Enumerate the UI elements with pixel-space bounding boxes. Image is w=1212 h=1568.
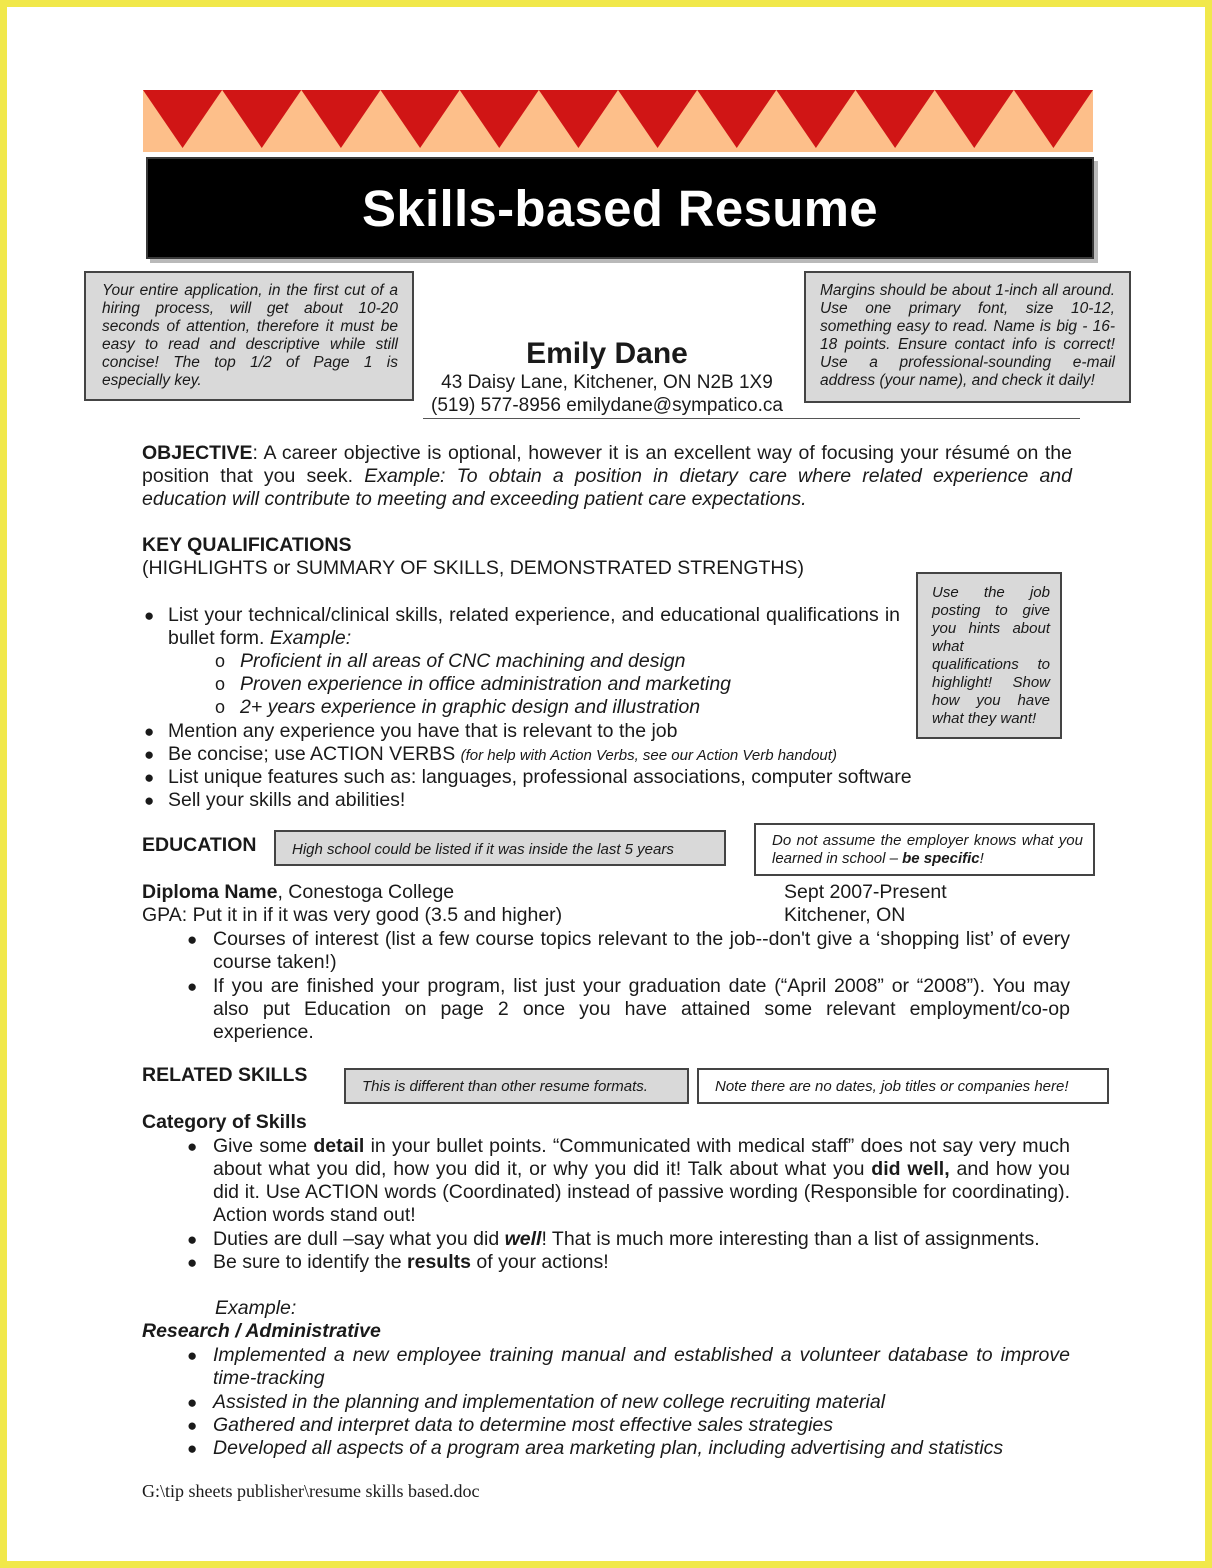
bullet-icon: ● bbox=[187, 1416, 198, 1435]
bullet-icon: ● bbox=[187, 930, 198, 949]
skills-bullet-1: Give some detail in your bullet points. “Communicated with medical staff” does not say very much about what you did, how you did it, or why you did it! Talk about what you did well, and how you did it. Use ACTION words (Coordinated) instead of passive wording (Responsible for coordinating). Action words stand out! bbox=[213, 1135, 1070, 1226]
key-qualifications-heading: KEY QUALIFICATIONS bbox=[142, 534, 352, 556]
address: 43 Daisy Lane, Kitchener, ON N2B 1X9 bbox=[441, 372, 773, 393]
diploma-line: Diploma Name, Conestoga College bbox=[142, 881, 455, 903]
bullet-icon: ● bbox=[144, 606, 155, 625]
note-no-dates: Note there are no dates, job titles or companies here! bbox=[697, 1068, 1109, 1104]
example-heading: Research / Administrative bbox=[142, 1320, 381, 1342]
bullet-icon: ● bbox=[187, 1230, 198, 1249]
skills-bullet-2: Duties are dull –say what you did well! That is much more interesting than a list of assignments. bbox=[213, 1228, 1040, 1250]
gpa-line: GPA: Put it in if it was very good (3.5 and higher) bbox=[142, 904, 563, 926]
applicant-name: Emily Dane bbox=[526, 337, 688, 370]
circle-bullet-icon: o bbox=[215, 674, 226, 694]
example-item: Developed all aspects of a program area marketing plan, including advertising and statistics bbox=[213, 1437, 1004, 1459]
divider bbox=[423, 418, 1080, 419]
zigzag-banner bbox=[143, 90, 1093, 152]
note-different: This is different than other resume formats. bbox=[344, 1068, 689, 1104]
kq-bullet-5: Sell your skills and abilities! bbox=[168, 789, 406, 811]
objective-label: OBJECTIVE bbox=[142, 442, 253, 464]
bullet-icon: ● bbox=[144, 768, 155, 787]
bullet-icon: ● bbox=[187, 1346, 198, 1365]
bullet-icon: ● bbox=[187, 1253, 198, 1272]
bullet-icon: ● bbox=[144, 745, 155, 764]
education-dates: Sept 2007-Present bbox=[784, 881, 947, 903]
note-job-posting: Use the job posting to give you hints about what qualifications to highlight! Show how you have what they want! bbox=[916, 572, 1062, 739]
education-bullet-2: If you are finished your program, list just your graduation date (“April 2008” or “2008”). You may also put Education on page 2 once you have attained some relevant employment/co-op experience. bbox=[213, 975, 1070, 1043]
resume-page bbox=[7, 7, 1205, 1561]
kq-bullet-1: List your technical/clinical skills, related experience, and educational qualifications in bullet form. Example: bbox=[168, 604, 900, 649]
kq-sub-item: Proficient in all areas of CNC machining and design bbox=[240, 650, 686, 672]
bullet-icon: ● bbox=[187, 977, 198, 996]
contact-info bbox=[387, 371, 827, 417]
kq-bullet-3: Be concise; use ACTION VERBS (for help with Action Verbs, see our Action Verb handout) bbox=[168, 743, 837, 765]
objective-section bbox=[142, 442, 1072, 511]
category-heading: Category of Skills bbox=[142, 1111, 307, 1133]
note-first-cut: Your entire application, in the first cut of a hiring process, will get about 10-20 seconds of attention, therefore it must be easy to read and descriptive while still concise! The top 1/2 of Page 1 is especially key. bbox=[84, 271, 414, 401]
bullet-icon: ● bbox=[144, 722, 155, 741]
kq-sub-item: 2+ years experience in graphic design and illustration bbox=[240, 696, 701, 718]
note-margins: Margins should be about 1-inch all around. Use one primary font, size 10-12, something easy to read. Name is big - 16-18 points. Ensure contact info is correct! Use a professional-sounding e-mail address (your name), and check it daily! bbox=[804, 271, 1131, 403]
bullet-icon: ● bbox=[187, 1137, 198, 1156]
bullet-icon: ● bbox=[144, 791, 155, 810]
page-title: Skills-based Resume bbox=[362, 179, 878, 237]
key-qualifications-subheading: (HIGHLIGHTS or SUMMARY OF SKILLS, DEMONSTRATED STRENGTHS) bbox=[142, 557, 805, 579]
education-bullet-1: Courses of interest (list a few course topics relevant to the job--don't give a ‘shopping list’ of every course taken!) bbox=[213, 928, 1070, 973]
example-item: Assisted in the planning and implementation of new college recruiting material bbox=[213, 1391, 886, 1413]
kq-bullet-4: List unique features such as: languages, professional associations, computer software bbox=[168, 766, 912, 788]
related-skills-heading: RELATED SKILLS bbox=[142, 1064, 308, 1086]
title-bar bbox=[146, 157, 1094, 259]
skills-bullet-3: Be sure to identify the results of your actions! bbox=[213, 1251, 609, 1273]
education-heading: EDUCATION bbox=[142, 834, 257, 856]
example-item: Gathered and interpret data to determine most effective sales strategies bbox=[213, 1414, 834, 1436]
circle-bullet-icon: o bbox=[215, 651, 226, 671]
note-employer: Do not assume the employer knows what you learned in school – be specific! bbox=[754, 823, 1095, 876]
education-location: Kitchener, ON bbox=[784, 904, 906, 926]
circle-bullet-icon: o bbox=[215, 697, 226, 717]
example-item: Implemented a new employee training manual and established a volunteer database to improve time-tracking bbox=[213, 1344, 1070, 1389]
kq-bullet-2: Mention any experience you have that is relevant to the job bbox=[168, 720, 678, 742]
file-path-footer: G:\tip sheets publisher\resume skills based.doc bbox=[142, 1481, 480, 1501]
bullet-icon: ● bbox=[187, 1439, 198, 1458]
objective-text: : A career objective is optional, however it is an excellent way of focusing your résumé on the position that you seek. bbox=[142, 442, 1072, 487]
example-label: Example: bbox=[215, 1297, 297, 1319]
bullet-icon: ● bbox=[187, 1393, 198, 1412]
note-high-school: High school could be listed if it was inside the last 5 years bbox=[274, 830, 726, 866]
phone-email: (519) 577-8956 emilydane@sympatico.ca bbox=[431, 395, 783, 416]
objective-example: Example: To obtain a position in dietary care where related experience and education will contribute to meeting and exceeding patient care expectations. bbox=[142, 465, 1072, 510]
kq-sub-item: Proven experience in office administration and marketing bbox=[240, 673, 732, 695]
